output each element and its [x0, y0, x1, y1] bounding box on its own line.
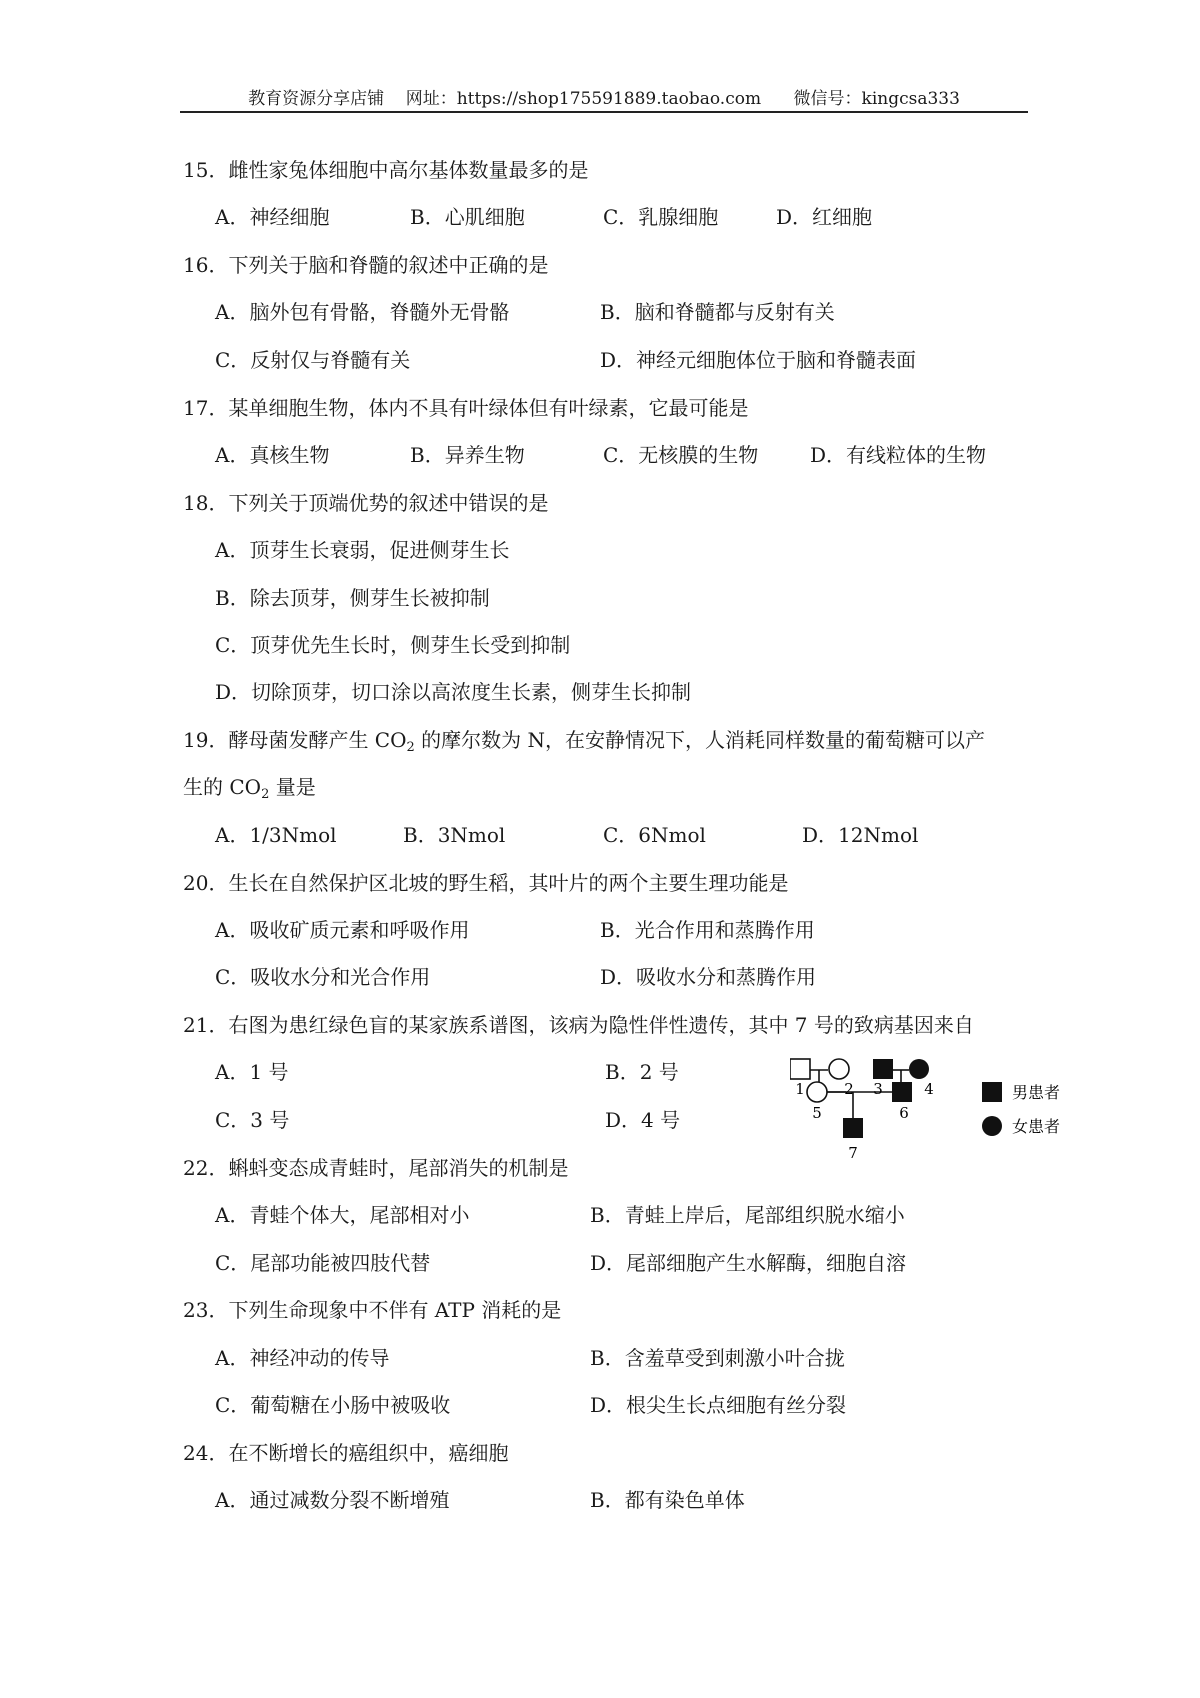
question-18: 18．下列关于顶端优势的叙述中错误的是 — [183, 491, 549, 515]
question-19-line2 — [183, 772, 316, 802]
q19-option-d: D．12Nmol — [802, 823, 919, 847]
q24-option-a: A．通过减数分裂不断增殖 — [215, 1488, 450, 1512]
q23-option-d: D．根尖生长点细胞有丝分裂 — [590, 1393, 847, 1417]
q22-option-d: D．尾部细胞产生水解酶，细胞自溶 — [590, 1251, 907, 1275]
label-4: 4 — [924, 1080, 934, 1098]
q15-option-c: C．乳腺细胞 — [603, 205, 719, 229]
q19-line2-part1: 生的 CO — [183, 775, 262, 799]
legend-female-circle — [982, 1116, 1002, 1136]
q16-option-b: B．脑和脊髓都与反射有关 — [600, 300, 835, 324]
legend-female-label: 女患者 — [1012, 1117, 1061, 1136]
question-16: 16．下列关于脑和脊髓的叙述中正确的是 — [183, 253, 549, 277]
q20-option-b: B．光合作用和蒸腾作用 — [600, 918, 815, 942]
question-20: 20．生长在自然保护区北坡的野生稻，其叶片的两个主要生理功能是 — [183, 871, 789, 895]
q18-option-b: B．除去顶芽，侧芽生长被抑制 — [215, 586, 490, 610]
q18-option-a: A．顶芽生长衰弱，促进侧芽生长 — [215, 538, 510, 562]
q18-option-d: D．切除顶芽，切口涂以高浓度生长素，侧芽生长抑制 — [215, 680, 692, 704]
q21-option-b: B．2 号 — [605, 1060, 679, 1084]
q18-option-c: C．顶芽优先生长时，侧芽生长受到抑制 — [215, 633, 571, 657]
wechat-id: kingcsa333 — [861, 89, 960, 109]
question-17: 17．某单细胞生物，体内不具有叶绿体但有叶绿素，它最可能是 — [183, 396, 749, 420]
question-23: 23．下列生命现象中不伴有 ATP 消耗的是 — [183, 1298, 562, 1322]
q15-option-b: B．心肌细胞 — [410, 205, 525, 229]
shop-name: 教育资源分享店铺 — [248, 89, 385, 109]
individual-3-affected-male — [873, 1059, 893, 1079]
label-5: 5 — [812, 1104, 822, 1122]
q19-stem-part2: 的摩尔数为 N，在安静情况下，人消耗同样数量的葡萄糖可以产 — [414, 728, 986, 752]
q17-option-b: B．异养生物 — [410, 443, 525, 467]
q22-option-a: A．青蛙个体大，尾部相对小 — [215, 1203, 470, 1227]
question-15: 15．雌性家兔体细胞中高尔基体数量最多的是 — [183, 158, 589, 182]
q24-option-b: B．都有染色单体 — [590, 1488, 745, 1512]
header-rule — [180, 111, 1028, 113]
label-3: 3 — [873, 1080, 883, 1098]
question-24: 24．在不断增长的癌组织中，癌细胞 — [183, 1441, 509, 1465]
q22-option-c: C．尾部功能被四肢代替 — [215, 1251, 431, 1275]
question-19 — [183, 725, 985, 755]
q15-option-d: D．红细胞 — [776, 205, 873, 229]
q19-line2-part2: 量是 — [269, 775, 316, 799]
individual-6-affected-male — [892, 1082, 912, 1102]
wechat-label: 微信号： — [793, 89, 862, 109]
q17-option-a: A．真核生物 — [215, 443, 330, 467]
url-label: 网址： — [405, 89, 457, 109]
q22-option-b: B．青蛙上岸后，尾部组织脱水缩小 — [590, 1203, 905, 1227]
q21-option-a: A．1 号 — [215, 1060, 289, 1084]
q17-option-d: D．有线粒体的生物 — [810, 443, 987, 467]
shop-url: https://shop175591889.taobao.com — [456, 89, 762, 109]
q20-option-d: D．吸收水分和蒸腾作用 — [600, 965, 817, 989]
question-22: 22．蝌蚪变态成青蛙时，尾部消失的机制是 — [183, 1156, 569, 1180]
label-7: 7 — [848, 1144, 858, 1162]
individual-7-affected-male — [843, 1118, 863, 1138]
q19-option-c: C．6Nmol — [603, 823, 706, 847]
q16-option-a: A．脑外包有骨骼，脊髓外无骨骼 — [215, 300, 510, 324]
label-6: 6 — [899, 1104, 909, 1122]
q23-option-a: A．神经冲动的传导 — [215, 1346, 390, 1370]
pedigree-chart — [790, 1046, 1090, 1166]
q21-option-d: D．4 号 — [605, 1108, 681, 1132]
label-1: 1 — [795, 1080, 805, 1098]
q23-option-b: B．含羞草受到刺激小叶合拢 — [590, 1346, 845, 1370]
individual-5-healthy-female — [807, 1082, 827, 1102]
q17-option-c: C．无核膜的生物 — [603, 443, 759, 467]
q19-option-a: A．1/3Nmol — [215, 823, 337, 847]
q15-option-a: A．神经细胞 — [215, 205, 330, 229]
individual-1-healthy-male — [790, 1059, 810, 1079]
q19-stem-part1: 19．酵母菌发酵产生 CO — [183, 728, 407, 752]
individual-4-affected-female — [909, 1059, 929, 1079]
q20-option-a: A．吸收矿质元素和呼吸作用 — [215, 918, 470, 942]
q19-line2-subscript: 2 — [261, 787, 270, 802]
q19-option-b: B．3Nmol — [403, 823, 506, 847]
q20-option-c: C．吸收水分和光合作用 — [215, 965, 431, 989]
label-2: 2 — [844, 1080, 854, 1098]
individual-2-healthy-female — [829, 1059, 849, 1079]
q19-subscript: 2 — [406, 740, 415, 755]
q23-option-c: C．葡萄糖在小肠中被吸收 — [215, 1393, 451, 1417]
question-21: 21．右图为患红绿色盲的某家族系谱图，该病为隐性伴性遗传，其中 7 号的致病基因来自 — [183, 1013, 974, 1037]
q16-option-c: C．反射仅与脊髓有关 — [215, 348, 411, 372]
page-header — [180, 84, 1028, 114]
q21-option-c: C．3 号 — [215, 1108, 290, 1132]
legend-male-square — [982, 1082, 1002, 1102]
legend-male-label: 男患者 — [1012, 1083, 1061, 1102]
q16-option-d: D．神经元细胞体位于脑和脊髓表面 — [600, 348, 917, 372]
